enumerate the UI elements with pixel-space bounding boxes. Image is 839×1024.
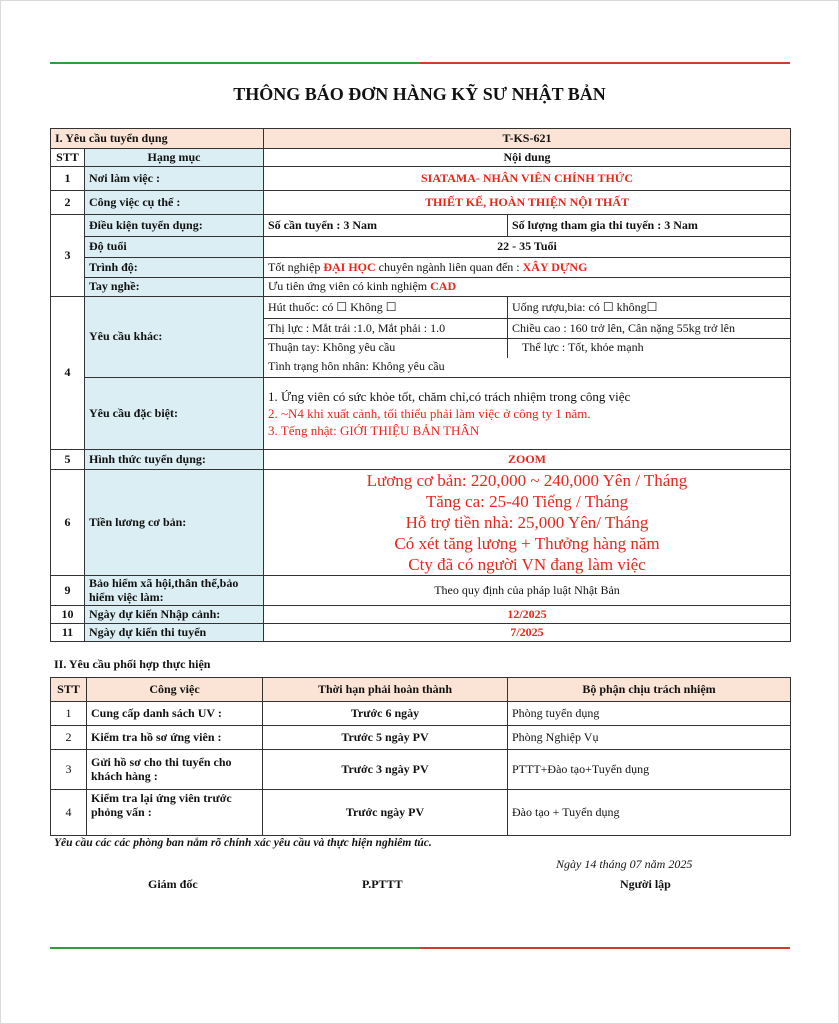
stt-cell: 2 xyxy=(51,191,85,215)
row-label: Công việc cụ thể : xyxy=(85,191,264,215)
salary-line: Lương cơ bản: 220,000 ~ 240,000 Yên / Tháng xyxy=(366,471,688,490)
row-label-line: hiểm việc làm: xyxy=(89,589,164,604)
salary-line: Cty đã có người VN đang làm việc xyxy=(408,555,646,574)
stt-cell: 4 xyxy=(51,297,85,450)
special-requirements xyxy=(264,378,791,450)
deadline-cell: Trước 6 ngày xyxy=(263,702,508,726)
row-label: Tiền lương cơ bản: xyxy=(85,470,264,576)
stt-cell: 3 xyxy=(51,215,85,297)
signature-pttt: P.PTTT xyxy=(362,877,403,891)
stt-cell: 4 xyxy=(51,790,87,836)
education-value: Tốt nghiệp ĐẠI HỌC chuyên ngành liên quan đến : XÂY DỰNG xyxy=(264,258,791,278)
task-line: Kiểm tra lại ứng viên trước xyxy=(91,791,232,805)
col-work: Công việc xyxy=(87,678,263,702)
recruitment-table xyxy=(50,128,791,642)
row-label: Trình độ: xyxy=(85,258,264,278)
section1-heading: I. Yêu cầu tuyển dụng xyxy=(51,129,264,149)
stt-cell: 1 xyxy=(51,167,85,191)
deadline-cell: Trước ngày PV xyxy=(263,790,508,836)
hand-value: Thuận tay: Không yêu cầu xyxy=(264,339,508,358)
task-cell xyxy=(87,750,263,790)
stt-cell: 9 xyxy=(51,576,85,606)
stt-cell: 11 xyxy=(51,624,85,642)
insurance-value: Theo quy định của pháp luật Nhật Bản xyxy=(264,576,791,606)
col-content: Nội dung xyxy=(264,149,791,167)
task-line: khách hàng : xyxy=(91,768,158,783)
bottom-rule xyxy=(50,947,790,949)
dept-cell: PTTT+Đào tạo+Tuyển dụng xyxy=(508,750,791,790)
interview-format: ZOOM xyxy=(264,450,791,470)
stt-cell: 6 xyxy=(51,470,85,576)
page-title: THÔNG BÁO ĐƠN HÀNG KỸ SƯ NHẬT BẢN xyxy=(233,84,606,104)
row-label xyxy=(85,576,264,606)
stt-cell: 10 xyxy=(51,606,85,624)
col-deadline: Thời hạn phải hoàn thành xyxy=(263,678,508,702)
stt-cell: 2 xyxy=(51,726,87,750)
col-item: Hạng mục xyxy=(85,149,264,167)
drink-value: Uống rượu,bia: có ☐ không☐ xyxy=(508,297,791,319)
task-cell: Cung cấp danh sách UV : xyxy=(87,702,263,726)
vision-value: Thị lực : Mắt trái :1.0, Mắt phải : 1.0 xyxy=(264,319,508,339)
stt-cell: 1 xyxy=(51,702,87,726)
special-line: 3. Tếng nhật: GIỚI THIỆU BẢN THÂN xyxy=(268,423,480,438)
task-cell xyxy=(87,790,263,836)
task-line: phỏng vấn : xyxy=(91,804,152,819)
special-line: 2. ~N4 khi xuất cảnh, tối thiểu phải làm việc ở công ty 1 năm. xyxy=(268,406,591,421)
document-date: Ngày 14 tháng 07 năm 2025 xyxy=(556,857,693,871)
dept-cell: Đào tạo + Tuyển dụng xyxy=(508,790,791,836)
dept-cell: Phòng tuyển dụng xyxy=(508,702,791,726)
deadline-cell: Trước 3 ngày PV xyxy=(263,750,508,790)
signature-director: Giám đốc xyxy=(148,877,198,891)
fitness-value: Thể lực : Tốt, khỏe mạnh xyxy=(508,339,791,358)
top-rule xyxy=(50,62,790,64)
section2-heading: II. Yêu cầu phối hợp thực hiện xyxy=(54,657,211,671)
dept-cell: Phòng Nghiệp Vụ xyxy=(508,726,791,750)
smoke-value: Hút thuốc: có ☐ Không ☐ xyxy=(264,297,508,319)
job-value: THIẾT KẾ, HOÀN THIỆN NỘI THẤT xyxy=(264,191,791,215)
order-code: T-KS-621 xyxy=(264,129,791,149)
row-label: Độ tuổi xyxy=(85,237,264,258)
row-label: Tay nghề: xyxy=(85,278,264,297)
special-line: 1. Ứng viên có sức khỏe tốt, chăm chỉ,có trách nhiệm trong công việc xyxy=(268,389,631,404)
row-label: Yêu cầu khác: xyxy=(85,297,264,378)
height-value: Chiều cao : 160 trở lên, Cân nặng 55kg trở lên xyxy=(508,319,791,339)
salary-line: Hỗ trợ tiền nhà: 25,000 Yên/ Tháng xyxy=(405,513,649,532)
salary-line: Tăng ca: 25-40 Tiếng / Tháng xyxy=(425,492,629,511)
task-line: Gửi hồ sơ cho thi tuyển cho xyxy=(91,754,232,769)
workplace-value: SIATAMA- NHÂN VIÊN CHÍNH THỨC xyxy=(264,167,791,191)
instruction-note: Yêu cầu các các phòng ban nắm rõ chính xác yêu cầu và thực hiện nghiêm túc. xyxy=(54,837,432,849)
salary-block xyxy=(264,470,791,576)
col-stt: STT xyxy=(51,149,85,167)
exam-date: 7/2025 xyxy=(264,624,791,642)
col-dept: Bộ phận chịu trách nhiệm xyxy=(508,678,791,702)
deadline-cell: Trước 5 ngày PV xyxy=(263,726,508,750)
entry-date: 12/2025 xyxy=(264,606,791,624)
signature-creator: Người lập xyxy=(620,877,671,891)
skill-value: Ưu tiên ứng viên có kinh nghiệm CAD xyxy=(264,278,791,297)
exam-count: Số lượng tham gia thi tuyển : 3 Nam xyxy=(508,215,791,237)
salary-line: Có xét tăng lương + Thưởng hàng năm xyxy=(394,534,660,553)
age-value: 22 - 35 Tuổi xyxy=(264,237,791,258)
col-stt: STT xyxy=(51,678,87,702)
stt-cell: 3 xyxy=(51,750,87,790)
row-label: Yêu cầu đặc biệt: xyxy=(85,378,264,450)
stt-cell: 5 xyxy=(51,450,85,470)
row-label: Ngày dự kiến thi tuyển xyxy=(85,624,264,642)
task-cell: Kiểm tra hồ sơ ứng viên : xyxy=(87,726,263,750)
row-label-line: Bảo hiểm xã hội,thân thể,bảo xyxy=(89,575,239,590)
row-label: Điều kiện tuyển dụng: xyxy=(85,215,264,237)
need-count: Số cần tuyển : 3 Nam xyxy=(264,215,508,237)
row-label: Nơi làm việc : xyxy=(85,167,264,191)
coordination-table xyxy=(50,677,791,836)
row-label: Hình thức tuyển dụng: xyxy=(85,450,264,470)
row-label: Ngày dự kiến Nhập cảnh: xyxy=(85,606,264,624)
marital-value: Tình trạng hôn nhân: Không yêu cầu xyxy=(264,358,791,378)
